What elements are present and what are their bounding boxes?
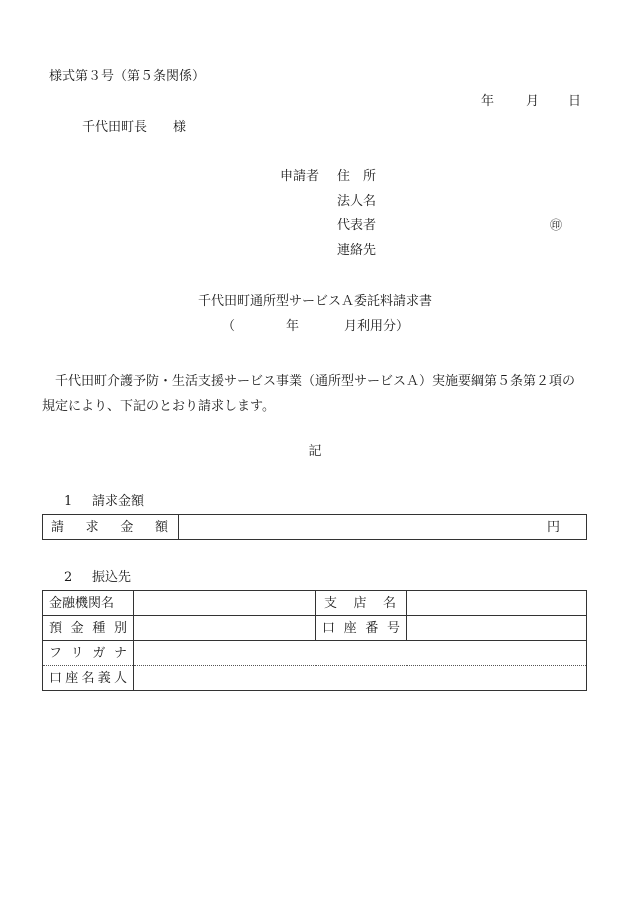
bank-name-label: 金融機関名 <box>43 591 134 616</box>
applicant-address-label: 住 所 <box>337 169 377 184</box>
applicant-corp-name-label: 法人名 <box>337 194 377 209</box>
billing-amount-field[interactable] <box>179 515 587 540</box>
account-number-field[interactable] <box>407 616 587 641</box>
applicant-contact-label: 連絡先 <box>337 243 377 258</box>
bank-name-field[interactable] <box>134 591 316 616</box>
date-month: 月 <box>526 94 540 109</box>
account-type-label: 預 金 種 別 <box>43 616 134 641</box>
furigana-field[interactable] <box>134 641 587 666</box>
yen-unit: 円 <box>546 519 560 535</box>
account-holder-field[interactable] <box>134 666 587 691</box>
form-number: 様式第３号（第５条関係） <box>49 69 206 84</box>
section2-number: 2 <box>64 570 73 585</box>
section2-title: 振込先 <box>92 570 132 585</box>
account-type-field[interactable] <box>134 616 316 641</box>
addressee-name: 千代田町長 <box>82 120 148 135</box>
usage-period <box>0 320 630 334</box>
applicant-label: 申請者 <box>280 169 320 184</box>
period-month: 月利用分） <box>344 319 410 334</box>
honorific: 様 <box>173 120 187 135</box>
branch-name-label: 支 店 名 <box>316 591 407 616</box>
ki-heading: 記 <box>308 444 322 459</box>
table-row <box>43 641 587 666</box>
document-title: 千代田町通所型サービスＡ委託料請求書 <box>197 294 432 309</box>
account-number-label: 口 座 番 号 <box>316 616 407 641</box>
table-row <box>43 591 587 616</box>
section1-number: 1 <box>64 494 73 509</box>
table-row <box>43 616 587 641</box>
billing-amount-table <box>42 514 587 540</box>
transfer-account-table <box>42 590 587 691</box>
table-row <box>43 666 587 691</box>
account-holder-label: 口 座 名 義 人 <box>43 666 134 691</box>
section1-title: 請求金額 <box>92 494 145 509</box>
addressee <box>82 121 186 134</box>
period-year: 年 <box>286 319 300 334</box>
applicant-representative-label: 代表者 <box>337 218 377 233</box>
section1-heading <box>64 495 144 508</box>
table-row <box>43 515 587 540</box>
section2-heading <box>64 571 131 584</box>
date-year: 年 <box>481 94 495 109</box>
billing-amount-label: 請 求 金 額 <box>43 515 179 540</box>
furigana-label: フ リ ガ ナ <box>43 641 134 666</box>
date-day: 日 <box>568 94 582 109</box>
branch-name-field[interactable] <box>407 591 587 616</box>
date-line <box>0 95 630 109</box>
period-open-paren: （ <box>222 319 236 334</box>
seal-mark: ㊞ <box>550 218 563 232</box>
request-statement: 千代田町介護予防・生活支援サービス事業（通所型サービスＡ）実施要綱第５条第２項の規定により、下記のとおり請求します。 <box>42 374 576 414</box>
